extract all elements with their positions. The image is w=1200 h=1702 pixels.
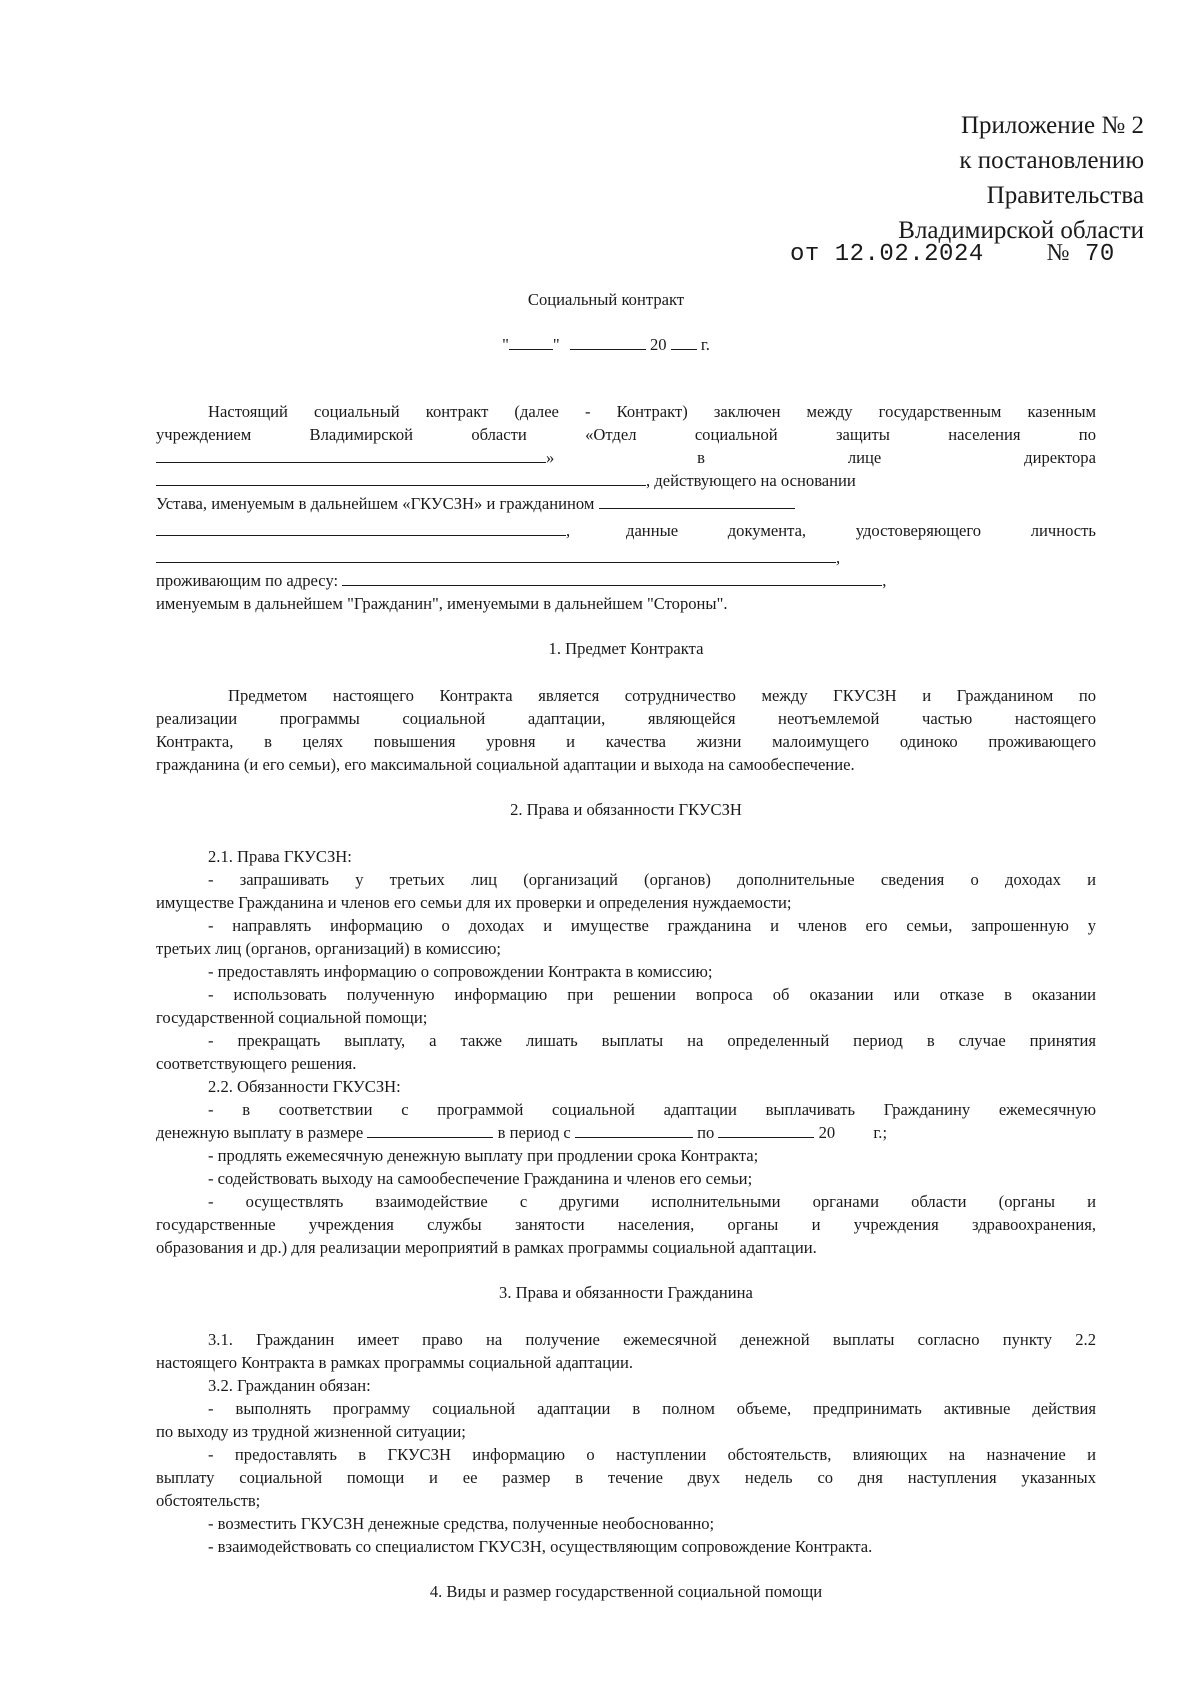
- citizen-name-blank: [599, 492, 795, 509]
- resolution-date-line: [790, 240, 1115, 268]
- appendix-number: Приложение № 2: [960, 112, 1144, 139]
- month-blank: [570, 333, 646, 350]
- section-2-heading: 2. Права и обязанности ГКУСЗН: [510, 800, 742, 819]
- number-sign: №: [1046, 240, 1071, 266]
- resolution-number: 70: [1084, 241, 1115, 268]
- appendix-region: Владимирской области: [898, 217, 1144, 244]
- appendix-header: [624, 108, 1144, 248]
- day-blank: [509, 333, 553, 350]
- section-1-heading: 1. Предмет Контракта: [548, 639, 704, 658]
- payment-amount-blank: [367, 1121, 493, 1138]
- section-4-heading: 4. Виды и размер государственной социальной помощи: [429, 1582, 823, 1601]
- contract-body: [156, 288, 1096, 1627]
- contract-title: Социальный контракт: [527, 290, 685, 309]
- identity-document-blank: [156, 546, 836, 563]
- department-blank: [156, 446, 546, 463]
- citizen-name-blank-2: [156, 519, 566, 536]
- section-3-text: 3.1. Гражданин имеет право на получение ежемесячной денежной выплаты согласно пункту 2.2 настоящего Контракта в рамках программы социальной адаптации. 3.2. Гражданин обязан: - выполнять программу социальной адаптации в полном объеме, предпринимать активные действия по выходу из трудной жизненной ситуации; - предоставлять в ГКУСЗН информацию о наступлении обстоятельств, влияющих на назначение и выплату социальной помощи и ее размер в течение двух недель со дня наступления указанных обстоятельств; - возместить ГКУСЗН денежные средства, полученные необоснованно; - взаимодействовать со специалистом ГКУСЗН, осуществляющим сопровождение Контракта.: [156, 1330, 1096, 1556]
- intro-paragraph: Настоящий социальный контракт (далее - Контракт) заключен между государственным казенным учреждением Владимирской области «Отдел социальной защиты населения по » в лице директора , действующего на основании Устава, именуемым в дальнейшем «ГКУСЗН» и гражданином , данные документа, удостоверяющего личность , проживающим по адресу: , именуемым в дальнейшем "Гражданин", именуемыми в дальнейшем "Стороны".: [156, 402, 1096, 613]
- resolution-date: 12.02.2024: [834, 241, 984, 268]
- appendix-ref: к постановлению: [959, 147, 1144, 174]
- period-start-blank: [575, 1121, 693, 1138]
- section-1-text: Предметом настоящего Контракта является сотрудничество между ГКУСЗН и Гражданином по реализации программы социальной адаптации, являющейся неотъемлемой частью настоящего Контракта, в целях повышения уровня и качества жизни малоимущего одиноко проживающего гражданина (и его семьи), его максимальной социальной адаптации и выхода на самообеспечение.: [156, 686, 1096, 774]
- date-prefix: от: [790, 241, 820, 268]
- period-end-blank: [718, 1121, 814, 1138]
- section-2-text: 2.1. Права ГКУСЗН: - запрашивать у третьих лиц (организаций (органов) дополнительные сведения о доходах и имуществе Гражданина и членов его семьи для их проверки и определения нуждаемости; - направлять информацию о доходах и имуществе гражданина и членов его семьи, запрошенную у третьих лиц (органов, организаций) в комиссию; - предоставлять информацию о сопровождении Контракта в комиссию; - использовать полученную информацию при решении вопроса об оказании или отказе в оказании государственной социальной помощи; - прекращать выплату, а также лишать выплаты на определенный период в случае принятия соответствующего решения. 2.2. Обязанности ГКУСЗН: - в соответствии с программой социальной адаптации выплачивать Гражданину ежемесячную денежную выплату в размере в период с по 20 г.; - продлять ежемесячную денежную выплату при продлении срока Контракта; - содействовать выходу на самообеспечение Гражданина и членов его семьи; - осуществлять взаимодействие с другими исполнительными органами области (органы и государственные учреждения службы занятости населения, органы и учреждения здравоохранения, образования и др.) для реализации мероприятий в рамках программы социальной адаптации.: [156, 847, 1096, 1257]
- appendix-government: Правительства: [986, 182, 1144, 209]
- address-blank: [342, 569, 882, 586]
- section-3-heading: 3. Права и обязанности Гражданина: [499, 1283, 753, 1302]
- contract-date-line: " " 20 г.: [502, 335, 710, 354]
- director-name-blank: [156, 469, 646, 486]
- year-blank: [671, 333, 697, 350]
